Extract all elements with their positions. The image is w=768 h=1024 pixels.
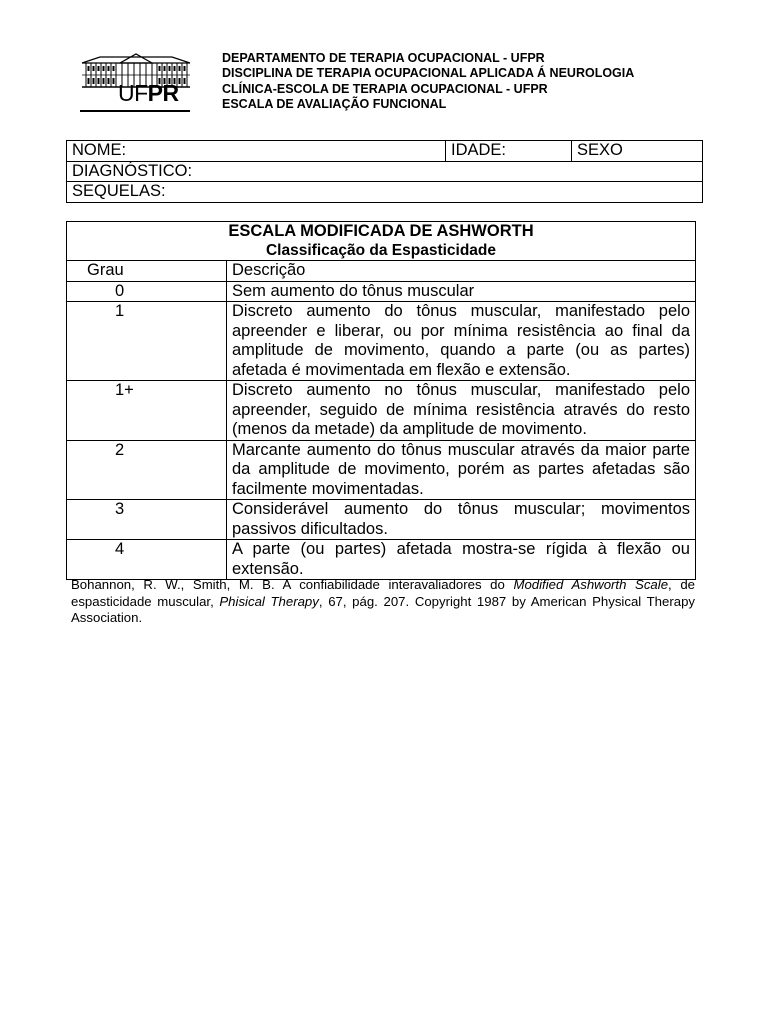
- reference-part-2: , de espasticidade muscular,: [71, 577, 695, 609]
- table-row: [67, 500, 696, 540]
- grade-cell: 0: [67, 281, 227, 302]
- name-field[interactable]: NOME:: [67, 141, 446, 162]
- sequelae-field[interactable]: SEQUELAS:: [67, 182, 703, 203]
- header-line-clinic: CLÍNICA-ESCOLA DE TERAPIA OCUPACIONAL - UFPR: [222, 81, 548, 96]
- reference-part-3: , 67, pág. 207. Copyright 1987 by American Physical Therapy Association.: [71, 593, 696, 625]
- table-row: [67, 381, 696, 441]
- description-cell: Marcante aumento do tônus muscular através da maior parte da amplitude de movimento, porém as partes afetadas são facilmente movimentadas.: [227, 440, 696, 500]
- header-line-discipline: DISCIPLINA DE TERAPIA OCUPACIONAL APLICADA Á NEUROLOGIA: [222, 66, 635, 81]
- grade-column-header: Grau: [67, 261, 227, 282]
- reference-part-1: Bohannon, R. W., Smith, M. B. A confiabilidade interavaliadores do: [71, 577, 514, 592]
- scale-title: ESCALA MODIFICADA DE ASHWORTH: [228, 222, 534, 240]
- age-field[interactable]: IDADE:: [446, 141, 572, 162]
- description-column-header: Descrição: [227, 261, 696, 282]
- diagnosis-field[interactable]: DIAGNÓSTICO:: [67, 161, 703, 182]
- table-row: [67, 281, 696, 302]
- scale-title-cell: [67, 222, 696, 261]
- description-cell: Discreto aumento do tônus muscular, manifestado pelo apreender e liberar, ou por mínima resistência ao final da amplitude de movimento, quando a parte (ou as partes) afetada é movimentada em flexão e extensão.: [227, 302, 696, 381]
- document-header: [222, 51, 634, 112]
- logo-text-light: UF: [118, 80, 148, 106]
- grade-cell: 3: [67, 500, 227, 540]
- reference-italic-scale: Modified Ashworth Scale: [513, 577, 669, 592]
- description-cell: A parte (ou partes) afetada mostra-se rígida à flexão ou extensão.: [227, 540, 696, 580]
- patient-info-table: [66, 140, 703, 203]
- table-row: [67, 302, 696, 381]
- reference-citation: [71, 577, 695, 627]
- description-cell: Sem aumento do tônus muscular: [227, 281, 696, 302]
- table-row: [67, 540, 696, 580]
- logo-text-bold: PR: [147, 80, 179, 106]
- scale-subtitle: Classificação da Espasticidade: [265, 242, 497, 259]
- grade-cell: 2: [67, 440, 227, 500]
- ashworth-scale-table: [66, 221, 696, 580]
- logo-underline: [80, 110, 190, 112]
- header-line-scale: ESCALA DE AVALIAÇÃO FUNCIONAL: [222, 96, 447, 111]
- header-line-department: DEPARTAMENTO DE TERAPIA OCUPACIONAL - UFPR: [222, 51, 545, 65]
- grade-cell: 1+: [67, 381, 227, 441]
- table-row: [67, 440, 696, 500]
- description-cell: Discreto aumento no tônus muscular, manifestado pelo apreender, seguido de mínima resistência através do resto (menos da metade) da amplitude de movimento.: [227, 381, 696, 441]
- grade-cell: 4: [67, 540, 227, 580]
- sex-field[interactable]: SEXO: [572, 141, 703, 162]
- reference-italic-journal: Phisical Therapy: [219, 593, 319, 609]
- description-cell: Considerável aumento do tônus muscular; movimentos passivos dificultados.: [227, 500, 696, 540]
- grade-cell: 1: [67, 302, 227, 381]
- logo-wordmark: [118, 82, 179, 105]
